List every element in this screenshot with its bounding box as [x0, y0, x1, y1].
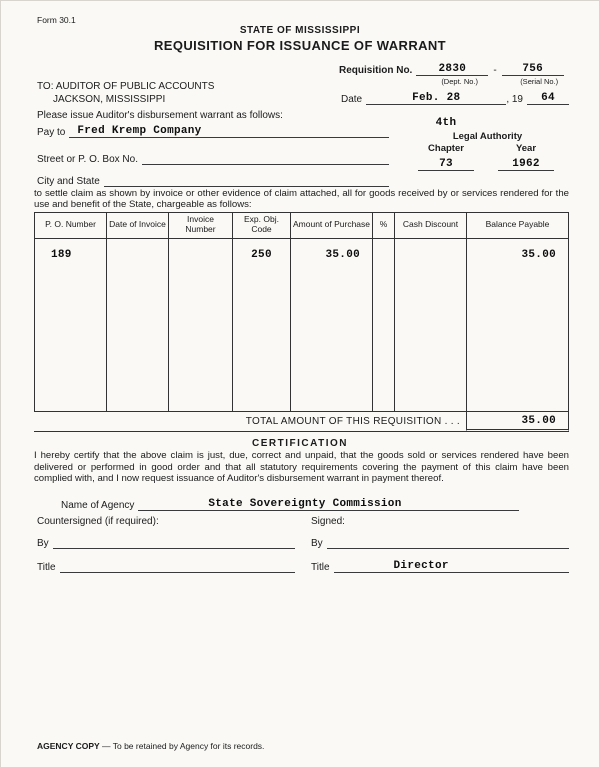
date-row — [341, 92, 569, 105]
city-value-line — [104, 174, 389, 187]
col-header-cash-discount: Cash Discount — [395, 213, 467, 239]
requisition-no-label: Requisition No. — [339, 65, 413, 76]
agency-row — [61, 498, 519, 511]
footer-note — [37, 741, 264, 751]
certification-text: I hereby certify that the above claim is just, due, correct and unpaid, that the goods sold or services rendered have been delivered or performed in good order and that all statutory requirements covering the payment of this claim have been complied with, and I now request issuance of Auditor's disbursement warrant in payment thereof. — [34, 450, 569, 484]
col-header-date-of-invoice: Date of Invoice — [107, 213, 169, 239]
addressee-block — [37, 81, 214, 106]
by-label-right: By — [311, 538, 323, 549]
chapter-label: Chapter — [428, 143, 464, 154]
serial-no-caption: (Serial No.) — [520, 77, 559, 86]
city-row — [37, 174, 389, 187]
addressee-line2: JACKSON, MISSISSIPPI — [53, 93, 166, 105]
requisition-number-block — [339, 63, 569, 86]
instruction-line: Please issue Auditor's disbursement warrant as follows: — [37, 110, 283, 121]
settle-claim-text: to settle claim as shown by invoice or other evidence of claim attached, all for goods received by or services rendered for the use and benefit of the State, chargeable as follows: — [34, 188, 569, 211]
countersigned-by-row — [37, 536, 295, 549]
table-row — [35, 239, 568, 411]
signed-label: Signed: — [311, 516, 345, 527]
chapter-value: 73 — [418, 158, 474, 171]
agency-value: State Sovereignty Commission — [138, 498, 519, 511]
form-number: Form 30.1 — [37, 15, 76, 25]
state-title: STATE OF MISSISSIPPI — [239, 25, 361, 36]
dept-no-value: 2830 — [416, 63, 488, 76]
year-label: Year — [515, 143, 537, 154]
year-value: 1962 — [498, 158, 554, 171]
cell-po-number: 189 — [51, 248, 72, 261]
date-value: Feb. 28 — [366, 92, 506, 105]
pay-to-row — [37, 125, 389, 138]
agency-label: Name of Agency — [61, 500, 135, 511]
countersigned-by-line — [53, 536, 295, 549]
pay-to-value: Fred Kremp Company — [69, 125, 389, 138]
countersigned-title-line — [60, 560, 295, 573]
cell-amount-of-purchase: 35.00 — [325, 248, 360, 261]
total-row — [34, 412, 569, 432]
dept-no-caption: (Dept. No.) — [441, 77, 478, 86]
countersigned-title-row — [37, 560, 295, 573]
cell-balance-payable: 35.00 — [521, 248, 556, 261]
cell-exp-obj-code: 250 — [251, 248, 272, 261]
certification-heading: CERTIFICATION — [252, 438, 348, 449]
date-label: Date — [341, 94, 363, 105]
col-header-invoice-number: Invoice Number — [169, 213, 233, 239]
col-header-po-number: P. O. Number — [35, 213, 107, 239]
by-label-left: By — [37, 538, 49, 549]
street-value-line — [142, 152, 389, 165]
signed-title-row — [311, 560, 569, 573]
legal-authority-heading: Legal Authority — [452, 131, 523, 142]
pay-to-label: Pay to — [37, 127, 66, 138]
title-label-right: Title — [311, 562, 330, 573]
requisition-table — [34, 212, 569, 432]
date-year-prefix: , 19 — [506, 94, 523, 105]
street-row — [37, 152, 389, 165]
date-year-value: 64 — [527, 92, 569, 105]
legal-authority-panel — [406, 117, 569, 171]
total-label: TOTAL AMOUNT OF THIS REQUISITION . . . — [34, 412, 466, 432]
street-label: Street or P. O. Box No. — [37, 154, 138, 165]
footer-copy-label: AGENCY COPY — [37, 741, 100, 751]
col-header-balance-payable: Balance Payable — [467, 213, 568, 239]
city-label: City and State — [37, 176, 100, 187]
total-value: 35.00 — [466, 412, 569, 432]
footer-text: — To be retained by Agency for its records. — [99, 741, 265, 751]
page-title: REQUISITION FOR ISSUANCE OF WARRANT — [153, 38, 447, 53]
requisition-no-separator: - — [493, 65, 497, 76]
signed-by-row — [311, 536, 569, 549]
col-header-amount-of-purchase: Amount of Purchase — [291, 213, 373, 239]
legal-authority-note: 4th — [435, 117, 457, 129]
title-label-left: Title — [37, 562, 56, 573]
serial-no-value: 756 — [502, 63, 564, 76]
col-header-exp-obj-code: Exp. Obj. Code — [233, 213, 291, 239]
signed-by-line — [327, 536, 569, 549]
countersigned-label: Countersigned (if required): — [37, 516, 159, 527]
signed-title-value: Director — [334, 560, 569, 573]
table-header-row — [35, 213, 568, 239]
col-header-percent: % — [373, 213, 395, 239]
addressee-line1: TO: AUDITOR OF PUBLIC ACCOUNTS — [37, 81, 215, 92]
